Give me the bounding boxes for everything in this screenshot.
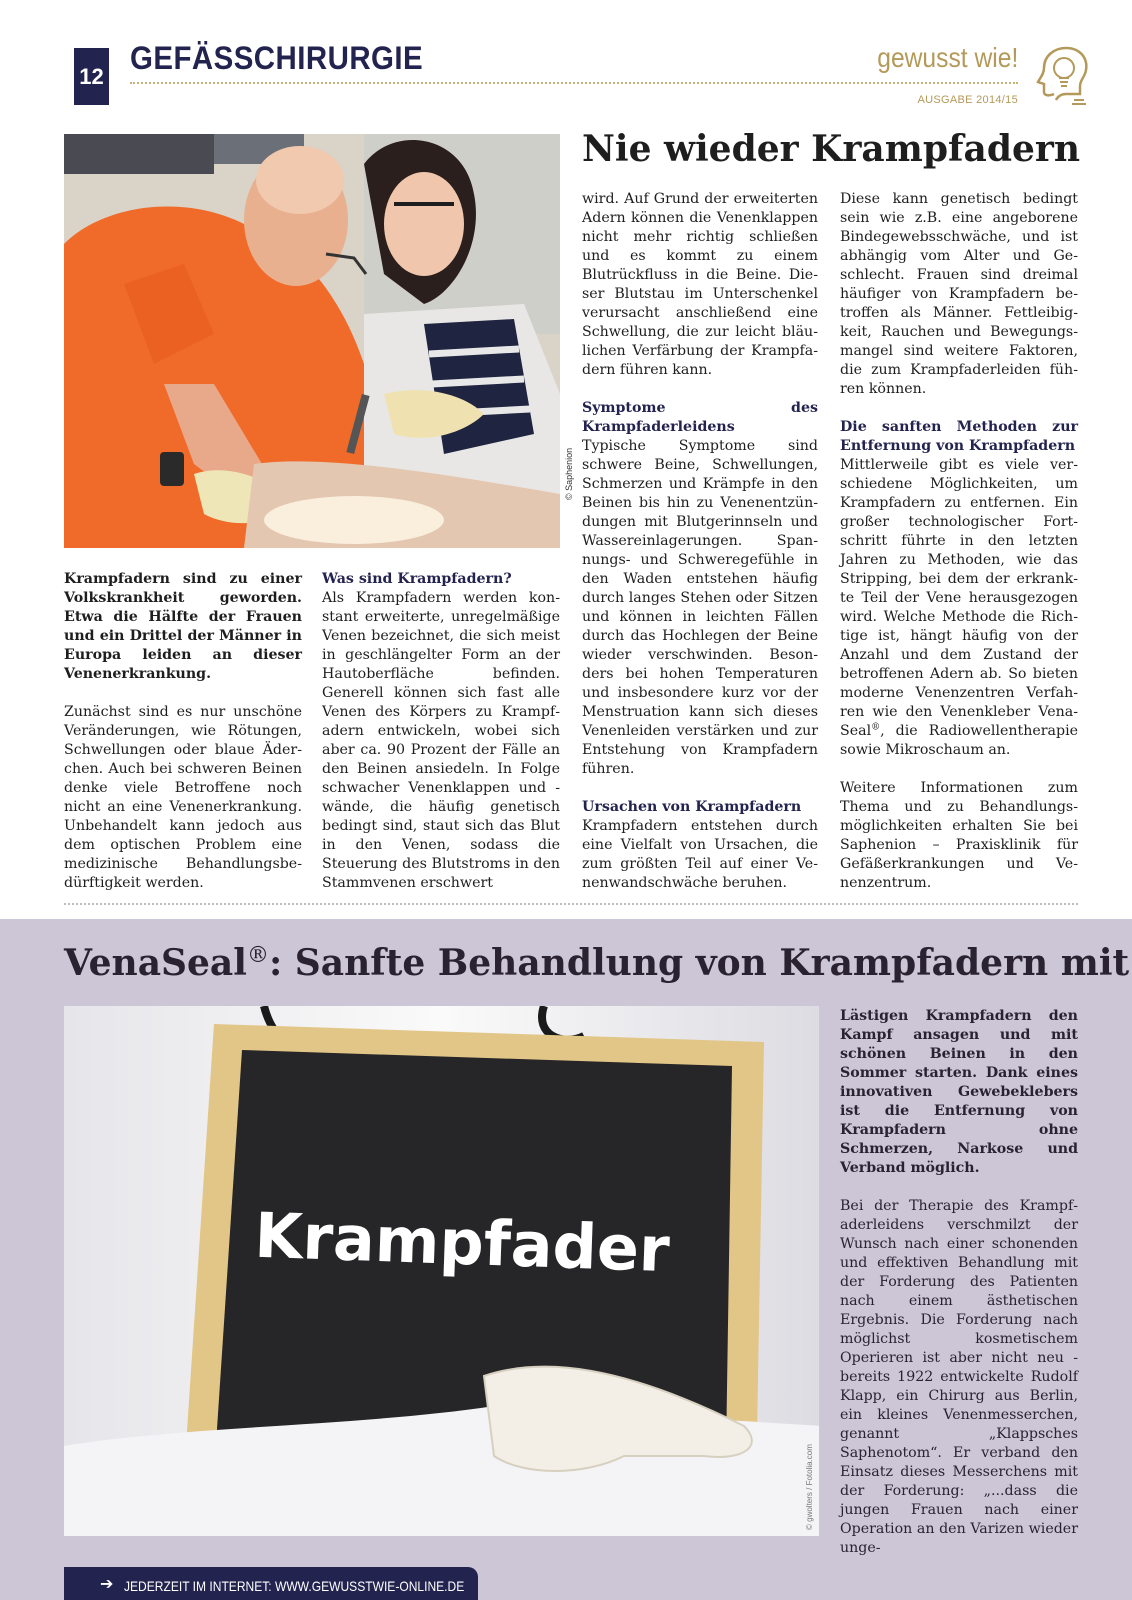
issue-label: AUSGABE 2014/15 xyxy=(917,94,1018,106)
feature-column xyxy=(840,1007,1078,1558)
article-headline: Nie wieder Krampfadern xyxy=(582,128,1081,170)
footer-website-link[interactable]: JEDERZEIT IM INTERNET: WWW.GEWUSSTWIE-ONLINE.DE xyxy=(124,1578,465,1594)
brand-name: gewusst wie! xyxy=(876,42,1018,73)
feature-headline xyxy=(64,942,1129,984)
subheading-methoden: Die sanften Methoden zur Entfernung von Krampfadern xyxy=(840,419,1078,454)
paragraph-ursachen: Krampfadern entstehen durch eine Vielfalt von Ursachen, die zum größten Teil auf einer Venenwandschwäche beruhen. xyxy=(582,818,818,891)
head-lightbulb-logo-icon xyxy=(1036,44,1090,108)
subheading-was-sind-krampfadern: Was sind Krampfadern? xyxy=(322,571,512,587)
paragraph-ursachen-cont: Diese kann genetisch bedingt sein wie z.B. eine angeborene Bindegewebsschwäche, und ist abhängig vom Alter und Geschlecht. Frauen sind dreimal häufiger von Krampfadern betroffen als Männer. Fettleibigkeit, Rauchen und Bewegungsmangel sind weitere Faktoren, die zum Krampfaderleiden führen können. xyxy=(840,191,1078,397)
article-column-2 xyxy=(322,570,560,893)
paragraph-methoden-part2: , die Radiowellentherapie sowie Mikroschaum an. xyxy=(840,723,1078,758)
photo-credit: © Saphenion xyxy=(564,447,574,500)
paragraph-symptome: Typische Symptome sind schwere Beine, Schwellungen, Schmerzen und Krämpfe in den Beinen bis hin zu Venenentzündungen mit Blutgerinnseln und Wassereinlagerungen. Spannungs- und Schweregefühle in den Waden entstehen häufig durch langes Stehen oder Sitzen und können in leichten Fällen durch das Hochlegen der Beine wieder verschwinden. Besonders bei hohen Temperaturen und insbesondere kurz vor der Menstruation kann sich dieses Venenleiden verstärken und zur Entstehung von Krampfadern führen. xyxy=(582,438,818,777)
arrow-right-icon: ➔ xyxy=(100,1574,114,1593)
subheading-ursachen: Ursachen von Krampfadern xyxy=(582,799,802,815)
paragraph-methoden xyxy=(840,456,1078,760)
paragraph-was-sind-krampfadern: Als Krampfadern werden konstant erweiterte, unregelmäßige Venen bezeichnet, die sich meist in geschlängelter Form an der Hautoberfläche befinden. Generell können sich fast alle Venen des Körpers zu Krampfadern entwickeln, wobei sich aber ca. 90 Prozent der Fälle an den Beinen ansiedeln. In Folge schwacher Venenklappen und -wände, die häufig genetisch bedingt sind, staut sich das Blut in den Venen, sodass die Steuerung des Blutstroms in den Stammvenen erschwert xyxy=(322,590,560,891)
article-photo-surgery xyxy=(64,134,560,548)
feature-headline-rest: : Sanfte Behandlung von Krampfadern mit xyxy=(268,942,1130,984)
article-lead: Krampfadern sind zu einer Volkskrankheit geworden. Etwa die Hälfte der Frauen und ein Drittel der Männer in Europa leiden an dieser Venenerkrankung. xyxy=(64,571,302,682)
page-number: 12 xyxy=(74,48,109,105)
section-title: GEFÄSSCHIRURGIE xyxy=(130,40,424,76)
subheading-symptome: Symptome des Krampfaderleidens xyxy=(582,400,818,435)
feature-photo-chalkboard xyxy=(64,1006,819,1536)
article-column-3 xyxy=(582,190,818,893)
article-column-4 xyxy=(840,190,1078,893)
article-column-1 xyxy=(64,570,302,893)
feature-headline-brand: VenaSeal xyxy=(64,942,247,984)
registered-mark: ® xyxy=(871,722,881,733)
chalkboard-text: Krampfader xyxy=(253,1198,671,1287)
feature-body: Bei der Therapie des Krampfaderleidens verschmilzt der Wunsch nach einer schonenden und effektiven Behandlung mit der Forderung des Patienten nach einem ästhetischen Ergebnis. Die Forderung nach möglichst kosmetischem Operieren ist aber nicht neu - bereits 1922 entwickelte Rudolf Klapp, ein Chirurg aus Berlin, ein kleines Venenmesserchen, genannt „Klappsches Saphenotom“. Er verband den Einsatz dieses Messerchens mit der Forderung: „...dass die jungen Frauen nach einer Operation an den Varizen wieder unge- xyxy=(840,1198,1078,1556)
feature-lead: Lästigen Krampfadern den Kampf ansagen und mit schönen Beinen in den Sommer starten. Dank eines innovativen Gewebeklebers ist die Entfernung von Krampfadern ohne Schmerzen, Narkose und Verband möglich. xyxy=(840,1008,1078,1176)
paragraph-was-sind-krampfadern-cont: wird. Auf Grund der erweiterten Adern können die Venenklappen nicht mehr richtig schließen und es kommt zu einem Blutrückfluss in die Beine. Dieser Blutstau im Unterschenkel verursacht anschließend eine Schwellung, die zur leicht bläulichen Verfärbung der Krampfadern führen kann. xyxy=(582,191,818,378)
feature-photo-credit: © gwolters / Fotolia.com xyxy=(805,1444,814,1530)
header-divider xyxy=(130,82,1018,84)
article-intro: Zunächst sind es nur unschöne Veränderungen, wie Rötungen, Schwellungen oder blaue Äderchen. Auch bei schweren Beinen denke viele Betroffene noch nicht an eine Venenerkrankung. Unbehandelt kann jedoch aus dem optischen Problem eine medizinische Behandlungsbedürftigkeit werden. xyxy=(64,704,302,891)
paragraph-info: Weitere Informationen zum Thema und zu Behandlungsmöglichkeiten erhalten Sie bei Saphenion – Praxisklinik für Gefäßerkrankungen und Venenzentrum. xyxy=(840,780,1078,891)
paragraph-methoden-part1: Mittlerweile gibt es viele verschiedene Möglichkeiten, um Krampfadern zu entfernen. Ein großer technologischer Fortschritt führte in den letzten Jahren zu Methoden, wie das Stripping, bei dem der erkrankte Teil der Vene herausgezogen wird. Welche Methode die Richtige ist, hängt häufig von der Anzahl und dem Zustand der betroffenen Adern ab. So bieten moderne Venenzentren Verfahren wie den Venenkleber VenaSeal xyxy=(840,457,1078,739)
feature-headline-registered: ® xyxy=(246,943,269,968)
article-divider xyxy=(64,903,1078,905)
